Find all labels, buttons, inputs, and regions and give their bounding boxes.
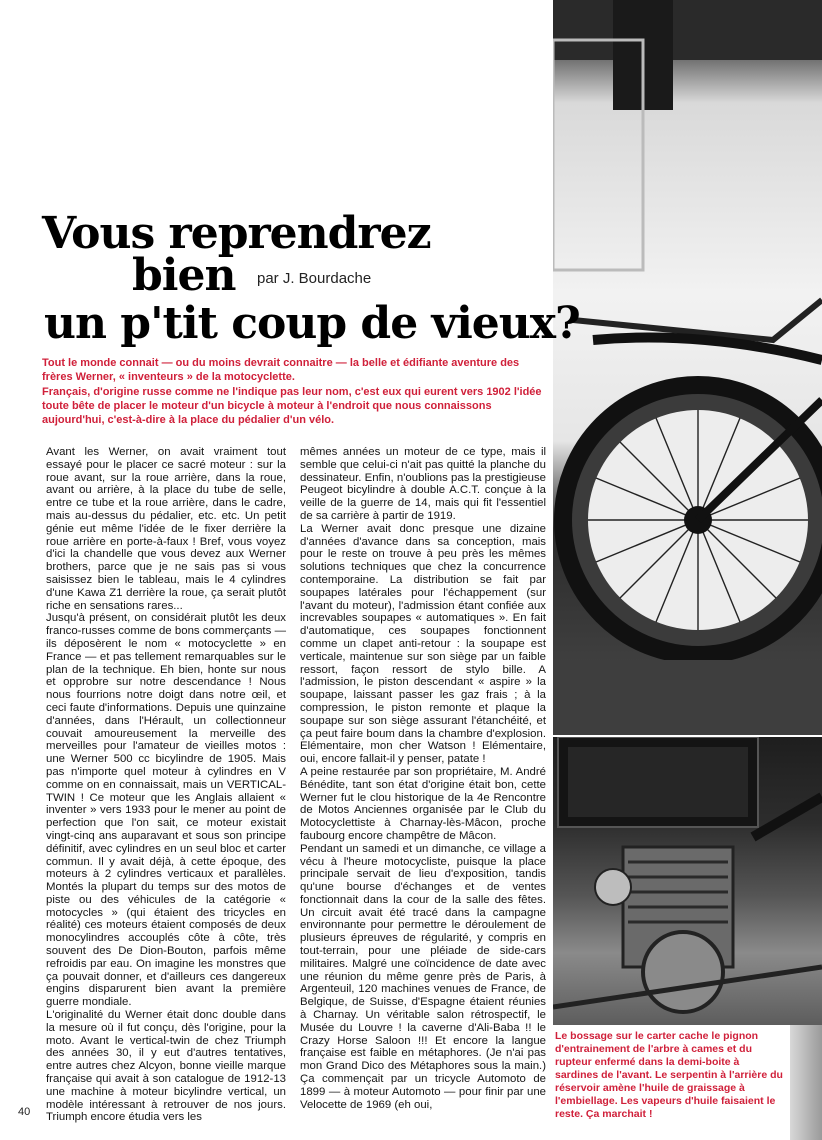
page-number: 40 — [18, 1106, 31, 1118]
paragraph: mêmes années un moteur de ce type, mais il semble que celui-ci n'ait pas quitté la planche du dessinateur. Enfin, n'oublions pas la prestigieuse Peugeot bicylindre à double A.C.T. conçue à la veille de la guerre de 14, mais qui fit l'essentiel de sa carrière à partir de 1919. — [300, 446, 546, 522]
vintage-motorcycle-photo — [553, 0, 822, 735]
werner-engine-photo — [553, 737, 822, 1025]
paragraph: L'originalité du Werner était donc double dans la mesure où il fut conçu, dès l'origine, pour la moto. Avant le vertical-twin de chez Triumph des années 30, il y eut d'autres tentatives, entre autres chez Alcyon, bonne vieille marque française qui avait à son catalogue de 1912-13 une machine à moteur bicylindre vertical, un modèle intéressant à retrouver de nos jours. Triumph encore étudia vers les — [46, 1009, 286, 1124]
byline: par J. Bourdache — [257, 270, 372, 287]
intro-paragraph — [42, 356, 547, 427]
headline-line-1: Vous reprendrez — [42, 208, 431, 259]
headline-line-2: bien — [132, 250, 236, 301]
photo-caption: Le bossage sur le carter cache le pignon d'entrainement de l'arbre à cames et du rupteur enfermé dans la demi-boite à sardines de l'avant. Le serpentin à l'arrière du réservoir amène l'huile de graissage à l'embiellage. Les vapeurs d'huile faisaient le reste. Ça marchait ! — [555, 1030, 783, 1120]
article-column-2 — [300, 446, 546, 1111]
intro-sentence: Tout le monde connait — ou du moins devrait connaitre — la belle et édifiante aventure des frères Werner, « inventeurs » de la motocyclette. — [42, 357, 520, 384]
intro-sentence: Français, d'origine russe comme ne l'indique pas leur nom, c'est eux qui eurent vers 1902 l'idée toute bête de placer le moteur d'un bicycle à moteur à l'endroit que nous connaissons aujourd'hui, c'est-à-dire à la place du pédalier d'un vélo. — [42, 385, 542, 427]
paragraph: La Werner avait donc presque une dizaine d'années d'avance dans sa conception, mais pour le reste on trouve à peu près les mêmes solutions techniques que chez la concurrence contemporaine. La distribution se fait par soupapes latérales pour l'échappement (sur l'avant du moteur), l'admission étant confiée aux increvables soupapes « automatiques ». En fait d'automatique, ces soupapes fonctionnent comme un clapet anti-retour : la soupape est verticale, maintenue sur son siège par un faible ressort, façon ressort de stylo bille. A l'admission, le piston descendant « aspire » la soupape, laissant passer les gaz frais ; à la compression, le piston remonte et plaque la soupape sur son siège assurant l'étanchéité, et ça peut faire boum dans la chambre d'explosion. Elémentaire, mon cher Watson ! Elémentaire, oui, encore fallait-il y penser, patate ! — [300, 522, 546, 766]
paragraph: Avant les Werner, on avait vraiment tout essayé pour le placer ce sacré moteur : sur la roue avant, sur la roue arrière, dans la roue, avant ou arrière, à la place du tube de selle, entre ce tube et la roue arrière, dans le cadre, mais au-dessus du pédalier, etc. etc. Un petit génie eut même l'idée de le fixer derrière la roue arrière en porte-à-faux ! Bref, vous voyez d'ici la chandelle que vous devez aux Werner brothers, parce que je ne sais pas si vous saisissez bien le tableau, mais le 4 cylindres d'une Kawa Z1 derrière la roue, ça serait plutôt riche en sensations rares... — [46, 446, 286, 612]
paragraph: Jusqu'à présent, on considérait plutôt les deux franco-russes comme de bons commerçants — ils déposèrent le nom « motocyclette » en France — et pas tellement remarquables sur le plan de la technique. Eh bien, honte sur nous et opprobre sur notre descendance ! Nous nous fourrions notre doigt dans notre œil, et ceci faute d'informations. Depuis une quinzaine d'années, dans l'Hérault, un collectionneur couvait amoureusement la merveille des merveilles pour l'amateur de vieilles motos : une Werner 500 cc bicylindre de 1905. Mais pas n'importe quel moteur à cylindres en V comme on en connaissait, mais un VERTICAL-TWIN ! Ce moteur que les Anglais allaient « inventer » vers 1933 pour le mener au point de perfection que l'on sait, ce moteur existait vingt-cinq ans auparavant et sous son principe définitif, avec cylindres en un seul bloc et carter commun. Il y avait déjà, à cette époque, des moteurs à 2 cylindres verticaux et parallèles. Montés la plupart du temps sur des motos de piste ou des véhicules de la catégorie « motocycles » (qui étaient des tricycles en réalité) ces moteurs étaient composés de deux monocylindres accouplés côte à côte, très souvent des De Dion-Bouton, parfois même refroidis par eau. On imagine les monstres que ça pouvait donner, et d'ailleurs ces dangereux engins disparurent bien avant la première guerre mondiale. — [46, 612, 286, 1009]
photo-edge — [790, 1025, 822, 1140]
paragraph: A peine restaurée par son propriétaire, M. André Bénédite, tant son état d'origine était bon, cette Werner fut le clou historique de la 4e Rencontre de Motos Anciennes organisée par le Club du Motocyclettiste à Charnay-lès-Mâcon, proche faubourg encore champêtre de Mâcon. — [300, 765, 546, 842]
headline-line-3: un p'tit coup de vieux? — [44, 298, 580, 349]
paragraph: Pendant un samedi et un dimanche, ce village a vécu à l'heure motocycliste, puisque la place principale servait de lieu d'exposition, tandis qu'une bourse d'échanges et de ventes fonctionnait dans la cour de la salle des fêtes. Un circuit avait été tracé dans la campagne environnante pour permettre le déroulement de plusieurs épreuves de régularité, y compris en tout-terrain, pour une pléiade de side-cars militaires. Malgré une coïncidence de date avec une réunion du même genre près de Paris, à Argenteuil, 120 machines venues de France, de Belgique, de Suisse, d'Espagne étaient réunies à Charnay. Un véritable salon rétrospectif, le Musée du Louvre ! la caverne d'Ali-Baba !! le Crazy Horse Saloon !!! Et encore la langue française est faible en métaphores. (Je n'ai pas mon Grand Dico des Métaphores sous la main.) Ça commençait par un tricycle Automoto de 1899 — à moteur Automoto — pour finir par une Velocette de 1969 (eh oui, — [300, 842, 546, 1111]
article-column-1 — [46, 446, 286, 1124]
